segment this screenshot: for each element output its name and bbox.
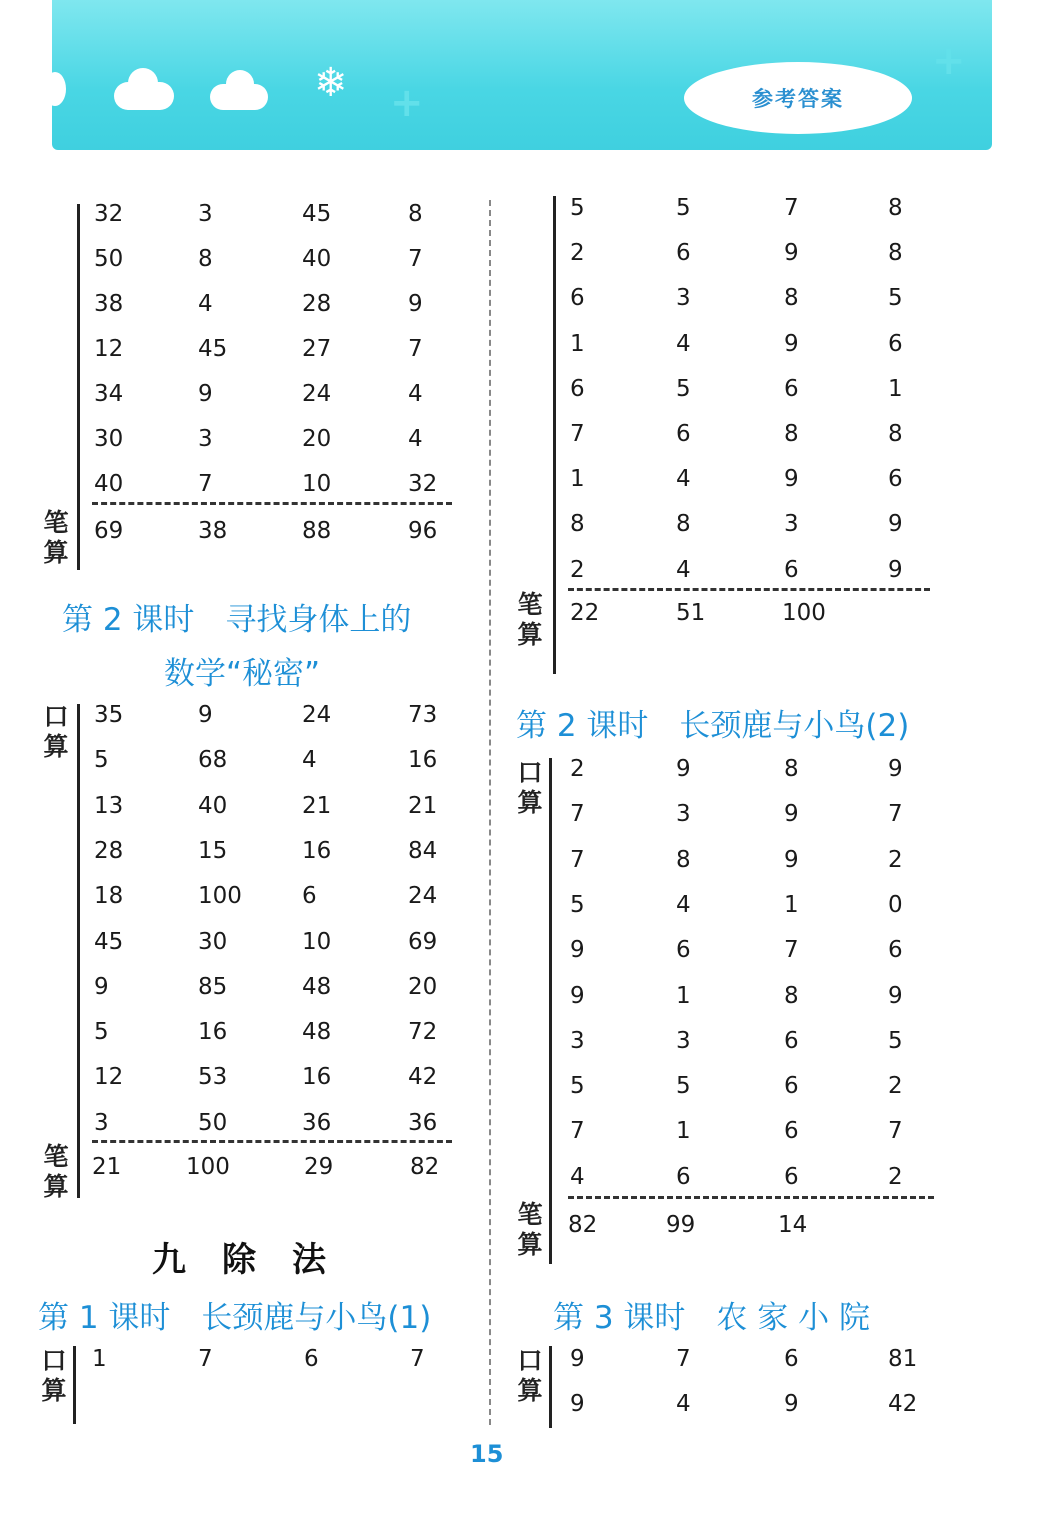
answer-value: 9 [784, 801, 799, 828]
answer-value: 38 [94, 291, 124, 317]
block-rule [77, 704, 80, 1198]
answer-value: 9 [888, 511, 903, 538]
answer-value: 16 [198, 1019, 228, 1046]
cloud-rain-icon [210, 70, 274, 116]
answer-value: 4 [570, 1163, 585, 1190]
answer-value: 69 [408, 928, 438, 955]
answer-value: 40 [302, 246, 332, 272]
answer-value: 8 [784, 285, 799, 312]
answer-value: 36 [408, 1109, 438, 1136]
plus-icon: + [390, 80, 424, 126]
answer-value: 2 [570, 556, 585, 583]
answer-value: 6 [570, 375, 585, 402]
bisuan-value: 82 [568, 1212, 598, 1238]
answer-value: 7 [408, 336, 423, 362]
plus-icon: + [932, 38, 966, 84]
answer-value: 12 [94, 336, 124, 362]
bisuan-value: 100 [186, 1154, 230, 1180]
answer-value: 7 [570, 801, 585, 828]
dashed-separator [92, 502, 452, 505]
answer-value: 5 [94, 1019, 109, 1046]
answer-value: 6 [570, 285, 585, 312]
answer-value: 48 [302, 1019, 332, 1046]
bisuan-value: 100 [782, 600, 826, 626]
answer-value: 12 [94, 1064, 124, 1091]
answer-value: 8 [784, 982, 799, 1009]
bisuan-value: 38 [198, 518, 228, 544]
bisuan-label: 笔算 [43, 508, 69, 567]
answer-value: 3 [784, 511, 799, 538]
answer-badge: 参考答案 [684, 62, 912, 134]
answer-value: 72 [408, 1019, 438, 1046]
answer-value: 4 [676, 556, 691, 583]
answer-value: 9 [198, 702, 213, 728]
answer-value: 100 [198, 883, 242, 910]
answer-value: 1 [676, 982, 691, 1009]
answer-value: 7 [570, 846, 585, 873]
answer-value: 6 [784, 1073, 799, 1100]
bisuan-value: 69 [94, 518, 124, 544]
dashed-separator [568, 588, 930, 591]
answer-value: 4 [676, 1391, 691, 1417]
answer-value: 15 [198, 837, 228, 864]
header-banner [52, 0, 992, 150]
answer-value: 45 [94, 928, 124, 955]
answer-value: 8 [676, 511, 691, 538]
answer-value: 5 [676, 1073, 691, 1100]
answer-value: 9 [570, 937, 585, 964]
chapter-title: 九除法 [152, 1240, 362, 1280]
answer-value: 5 [888, 285, 903, 312]
answer-value: 27 [302, 336, 332, 362]
answer-value: 34 [94, 381, 124, 407]
answer-value: 6 [304, 1346, 319, 1372]
answer-value: 4 [676, 891, 691, 918]
block-rule [549, 758, 552, 1264]
cloud-sun-icon [114, 66, 178, 112]
answer-value: 50 [198, 1109, 228, 1136]
answer-value: 3 [570, 1027, 585, 1054]
answer-value: 42 [408, 1064, 438, 1091]
answer-value: 36 [302, 1109, 332, 1136]
bisuan-value: 21 [92, 1154, 122, 1180]
answer-value: 9 [784, 466, 799, 493]
answer-value: 9 [570, 1346, 585, 1372]
answer-value: 8 [784, 756, 799, 782]
answer-value: 28 [94, 837, 124, 864]
answer-value: 8 [570, 511, 585, 538]
lesson-heading: 第 3 课时 农 家 小 院 [553, 1300, 870, 1336]
answer-value: 7 [408, 246, 423, 272]
answer-value: 45 [198, 336, 228, 362]
answer-value: 4 [676, 330, 691, 357]
answer-value: 5 [94, 747, 109, 774]
answer-value: 7 [784, 937, 799, 964]
lesson-heading: 第 1 课时 长颈鹿与小鸟(1) [38, 1300, 432, 1336]
answer-value: 7 [570, 421, 585, 447]
answer-value: 0 [888, 891, 903, 918]
answer-value: 45 [302, 201, 332, 227]
answer-value: 8 [676, 846, 691, 873]
answer-value: 3 [198, 426, 213, 452]
kousuan-label: 口算 [517, 758, 543, 817]
kousuan-label: 口算 [517, 1346, 543, 1405]
block-rule [73, 1346, 76, 1424]
answer-value: 4 [198, 291, 213, 317]
answer-value: 84 [408, 837, 438, 864]
answer-value: 73 [408, 702, 438, 728]
answer-value: 9 [408, 291, 423, 317]
answer-value: 6 [784, 1163, 799, 1190]
answer-value: 6 [784, 1346, 799, 1372]
answer-value: 3 [676, 1027, 691, 1054]
lesson-heading: 数学“秘密” [164, 656, 321, 692]
column-divider [489, 200, 491, 1425]
answer-value: 6 [888, 937, 903, 964]
answer-value: 1 [92, 1346, 107, 1372]
block-rule [553, 196, 556, 674]
answer-value: 10 [302, 928, 332, 955]
answer-value: 8 [888, 421, 903, 447]
answer-value: 35 [94, 702, 124, 728]
answer-value: 9 [888, 982, 903, 1009]
snowflake-icon: ❄ [314, 60, 348, 106]
answer-value: 6 [784, 375, 799, 402]
answer-value: 1 [888, 375, 903, 402]
answer-value: 5 [888, 1027, 903, 1054]
answer-value: 3 [94, 1109, 109, 1136]
bisuan-value: 51 [676, 600, 706, 626]
answer-value: 1 [784, 891, 799, 918]
bisuan-label: 笔算 [517, 1200, 543, 1259]
dashed-separator [568, 1196, 934, 1199]
bisuan-value: 99 [666, 1212, 696, 1238]
answer-value: 8 [408, 201, 423, 227]
bisuan-value: 14 [778, 1212, 808, 1238]
kousuan-label: 口算 [41, 1346, 67, 1405]
answer-value: 7 [888, 801, 903, 828]
banner-notch [44, 72, 66, 106]
answer-value: 6 [676, 240, 691, 267]
answer-value: 24 [408, 883, 438, 910]
answer-value: 1 [570, 466, 585, 493]
answer-value: 50 [94, 246, 124, 272]
answer-value: 3 [676, 801, 691, 828]
answer-value: 53 [198, 1064, 228, 1091]
answer-value: 2 [570, 756, 585, 782]
answer-value: 5 [570, 1073, 585, 1100]
answer-value: 8 [888, 240, 903, 267]
answer-value: 16 [302, 837, 332, 864]
answer-value: 8 [888, 195, 903, 221]
answer-value: 81 [888, 1346, 918, 1372]
answer-value: 1 [570, 330, 585, 357]
answer-value: 9 [784, 846, 799, 873]
answer-value: 21 [302, 792, 332, 819]
answer-value: 30 [94, 426, 124, 452]
answer-value: 6 [784, 1118, 799, 1145]
answer-value: 2 [888, 846, 903, 873]
answer-value: 5 [676, 195, 691, 221]
answer-value: 4 [302, 747, 317, 774]
kousuan-label: 口算 [43, 702, 69, 761]
answer-value: 6 [676, 421, 691, 447]
answer-value: 40 [198, 792, 228, 819]
bisuan-value: 29 [304, 1154, 334, 1180]
answer-value: 7 [410, 1346, 425, 1372]
answer-value: 7 [570, 1118, 585, 1145]
bisuan-label: 笔算 [43, 1142, 69, 1201]
answer-value: 9 [676, 756, 691, 782]
answer-value: 6 [302, 883, 317, 910]
answer-value: 5 [676, 375, 691, 402]
answer-value: 9 [784, 240, 799, 267]
bisuan-value: 88 [302, 518, 332, 544]
answer-value: 6 [676, 937, 691, 964]
answer-value: 42 [888, 1391, 918, 1417]
answer-value: 9 [94, 973, 109, 1000]
answer-value: 32 [408, 471, 438, 497]
answer-value: 5 [570, 195, 585, 221]
answer-value: 2 [888, 1163, 903, 1190]
answer-value: 4 [408, 426, 423, 452]
answer-value: 4 [676, 466, 691, 493]
answer-value: 18 [94, 883, 124, 910]
answer-value: 13 [94, 792, 124, 819]
lesson-heading: 第 2 课时 寻找身体上的 [62, 602, 412, 638]
answer-value: 16 [302, 1064, 332, 1091]
answer-value: 40 [94, 471, 124, 497]
answer-value: 20 [408, 973, 438, 1000]
answer-value: 9 [198, 381, 213, 407]
page-number: 15 [470, 1440, 504, 1468]
answer-value: 7 [198, 471, 213, 497]
bisuan-label: 笔算 [517, 590, 543, 649]
answer-value: 10 [302, 471, 332, 497]
answer-value: 68 [198, 747, 228, 774]
answer-value: 28 [302, 291, 332, 317]
answer-value: 9 [570, 982, 585, 1009]
answer-value: 30 [198, 928, 228, 955]
answer-value: 6 [784, 1027, 799, 1054]
answer-value: 9 [784, 330, 799, 357]
answer-value: 32 [94, 201, 124, 227]
block-rule [77, 204, 80, 570]
answer-value: 3 [198, 201, 213, 227]
answer-value: 6 [784, 556, 799, 583]
lesson-heading: 第 2 课时 长颈鹿与小鸟(2) [516, 708, 910, 744]
answer-value: 6 [888, 330, 903, 357]
answer-value: 7 [888, 1118, 903, 1145]
answer-value: 24 [302, 381, 332, 407]
answer-value: 3 [676, 285, 691, 312]
answer-value: 7 [784, 195, 799, 221]
answer-value: 7 [676, 1346, 691, 1372]
answer-value: 16 [408, 747, 438, 774]
bisuan-value: 22 [570, 600, 600, 626]
answer-value: 4 [408, 381, 423, 407]
answer-value: 7 [198, 1346, 213, 1372]
block-rule [549, 1346, 552, 1428]
answer-value: 5 [570, 891, 585, 918]
answer-value: 1 [676, 1118, 691, 1145]
bisuan-value: 82 [410, 1154, 440, 1180]
answer-value: 9 [570, 1391, 585, 1417]
answer-value: 6 [888, 466, 903, 493]
answer-value: 9 [888, 756, 903, 782]
answer-value: 85 [198, 973, 228, 1000]
answer-value: 48 [302, 973, 332, 1000]
dashed-separator [92, 1140, 452, 1143]
answer-value: 24 [302, 702, 332, 728]
answer-value: 2 [570, 240, 585, 267]
answer-value: 9 [784, 1391, 799, 1417]
answer-value: 21 [408, 792, 438, 819]
answer-value: 2 [888, 1073, 903, 1100]
answer-value: 6 [676, 1163, 691, 1190]
answer-value: 8 [198, 246, 213, 272]
answer-value: 8 [784, 421, 799, 447]
answer-value: 20 [302, 426, 332, 452]
bisuan-value: 96 [408, 518, 438, 544]
answer-value: 9 [888, 556, 903, 583]
